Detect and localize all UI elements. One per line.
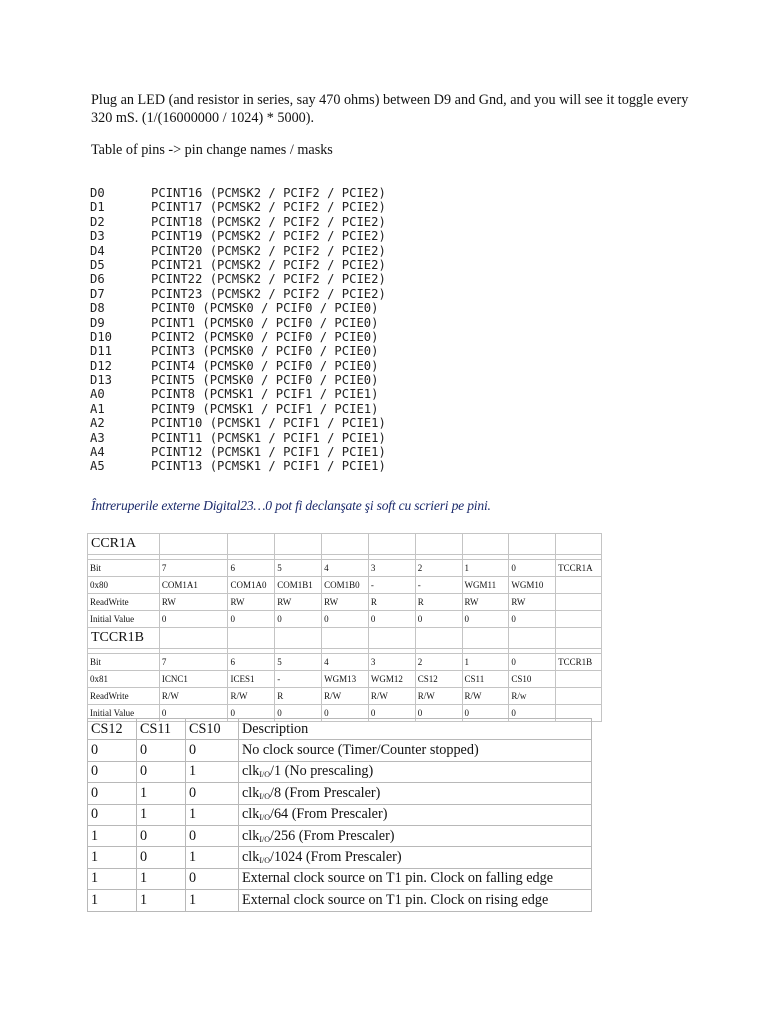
pin-table-caption: Table of pins -> pin change names / masks bbox=[91, 142, 333, 158]
register-row bbox=[88, 560, 602, 577]
register-cell: R/W bbox=[462, 688, 509, 705]
register-cell: ReadWrite bbox=[88, 594, 160, 611]
register-cell bbox=[556, 628, 602, 649]
pin-name: D13 bbox=[90, 373, 113, 388]
register-cell bbox=[556, 671, 602, 688]
register-cell: COM1A0 bbox=[228, 577, 275, 594]
cs11-cell: 0 bbox=[137, 825, 186, 846]
pin-name: D4 bbox=[90, 243, 105, 258]
cs12-cell: 1 bbox=[88, 868, 137, 889]
register-cell: R/W bbox=[415, 688, 462, 705]
register-cell: RW bbox=[275, 594, 322, 611]
register-title: CCR1A bbox=[88, 534, 160, 555]
register-cell bbox=[509, 534, 556, 555]
register-cell bbox=[275, 534, 322, 555]
description-prefix: clk bbox=[242, 763, 260, 780]
register-cell: 0 bbox=[462, 705, 509, 722]
cs12-cell: 1 bbox=[88, 890, 137, 911]
description-cell bbox=[239, 847, 592, 868]
cs11-cell: 0 bbox=[137, 847, 186, 868]
register-cell: 7 bbox=[159, 654, 228, 671]
register-cell: 6 bbox=[228, 654, 275, 671]
register-cell: Bit bbox=[88, 560, 160, 577]
register-title-row bbox=[88, 628, 602, 649]
register-cell: 0 bbox=[275, 705, 322, 722]
cs10-cell: 1 bbox=[186, 761, 239, 782]
table-row bbox=[88, 804, 592, 825]
pin-name: D2 bbox=[90, 214, 105, 229]
description-cell bbox=[239, 804, 592, 825]
description-suffix: /1 (No prescaling) bbox=[270, 763, 374, 780]
description-cell: External clock source on T1 pin. Clock on falling edge bbox=[239, 868, 592, 889]
register-cell: 7 bbox=[159, 560, 228, 577]
register-cell: 4 bbox=[322, 560, 369, 577]
register-cell: 0 bbox=[462, 611, 509, 628]
cs12-cell: 0 bbox=[88, 761, 137, 782]
register-cell bbox=[556, 534, 602, 555]
register-cell: R/W bbox=[228, 688, 275, 705]
pin-mapping: PCINT0 (PCMSK0 / PCIF0 / PCIE0) bbox=[151, 301, 379, 316]
column-header: Description bbox=[239, 719, 592, 740]
register-cell: 2 bbox=[415, 560, 462, 577]
cs11-cell: 1 bbox=[137, 804, 186, 825]
pin-mapping: PCINT4 (PCMSK0 / PCIF0 / PCIE0) bbox=[151, 358, 379, 373]
description-cell bbox=[239, 761, 592, 782]
pin-name: D0 bbox=[90, 186, 105, 200]
register-cell: Initial Value bbox=[88, 611, 160, 628]
pin-name: D8 bbox=[90, 301, 105, 316]
register-cell bbox=[415, 534, 462, 555]
cs12-cell: 0 bbox=[88, 804, 137, 825]
pin-name: A1 bbox=[90, 401, 105, 416]
register-cell bbox=[228, 628, 275, 649]
pin-name: A4 bbox=[90, 445, 105, 460]
pin-row bbox=[90, 402, 386, 416]
pin-name: D12 bbox=[90, 358, 113, 373]
pin-mapping: PCINT20 (PCMSK2 / PCIF2 / PCIE2) bbox=[151, 243, 386, 258]
description-prefix: clk bbox=[242, 849, 260, 866]
register-cell: WGM11 bbox=[462, 577, 509, 594]
register-cell: ICNC1 bbox=[159, 671, 228, 688]
register-cell: 0 bbox=[275, 611, 322, 628]
table-row bbox=[88, 868, 592, 889]
register-cell: CS10 bbox=[509, 671, 556, 688]
cs11-cell: 0 bbox=[137, 740, 186, 761]
register-cell: 0x81 bbox=[88, 671, 160, 688]
description-suffix: /256 (From Prescaler) bbox=[270, 827, 395, 844]
register-cell bbox=[556, 688, 602, 705]
pin-row bbox=[90, 287, 386, 301]
pin-row bbox=[90, 316, 386, 330]
pin-mapping: PCINT8 (PCMSK1 / PCIF1 / PCIE1) bbox=[151, 387, 379, 402]
register-cell: ICES1 bbox=[228, 671, 275, 688]
pin-name: A5 bbox=[90, 459, 105, 474]
register-cell bbox=[159, 628, 228, 649]
register-cell bbox=[415, 628, 462, 649]
register-cell: COM1B0 bbox=[322, 577, 369, 594]
column-header: CS11 bbox=[137, 719, 186, 740]
register-cell: 0 bbox=[509, 560, 556, 577]
register-cell: 3 bbox=[368, 654, 415, 671]
pin-mapping: PCINT1 (PCMSK0 / PCIF0 / PCIE0) bbox=[151, 315, 379, 330]
pin-mapping: PCINT16 (PCMSK2 / PCIF2 / PCIE2) bbox=[151, 186, 386, 200]
pin-name: D6 bbox=[90, 272, 105, 287]
cs11-cell: 1 bbox=[137, 783, 186, 804]
description-prefix: clk bbox=[242, 806, 260, 823]
register-cell: 0x80 bbox=[88, 577, 160, 594]
pin-row bbox=[90, 258, 386, 272]
register-cell bbox=[556, 594, 602, 611]
table-row bbox=[88, 783, 592, 804]
cs11-cell: 1 bbox=[137, 868, 186, 889]
register-cell: 0 bbox=[509, 611, 556, 628]
register-cell: R bbox=[368, 594, 415, 611]
cs10-cell: 1 bbox=[186, 890, 239, 911]
register-cell: RW bbox=[322, 594, 369, 611]
register-cell: 3 bbox=[368, 560, 415, 577]
description-cell bbox=[239, 825, 592, 846]
register-cell bbox=[322, 534, 369, 555]
register-cell: RW bbox=[462, 594, 509, 611]
pin-row bbox=[90, 387, 386, 401]
register-cell: 1 bbox=[462, 560, 509, 577]
register-row bbox=[88, 688, 602, 705]
pin-mapping: PCINT5 (PCMSK0 / PCIF0 / PCIE0) bbox=[151, 373, 379, 388]
pin-mapping: PCINT22 (PCMSK2 / PCIF2 / PCIE2) bbox=[151, 272, 386, 287]
pin-name: D11 bbox=[90, 344, 113, 359]
table-row bbox=[88, 825, 592, 846]
pin-mapping: PCINT23 (PCMSK2 / PCIF2 / PCIE2) bbox=[151, 286, 386, 301]
register-cell: COM1B1 bbox=[275, 577, 322, 594]
column-header: CS10 bbox=[186, 719, 239, 740]
cs11-cell: 1 bbox=[137, 890, 186, 911]
register-cell: 0 bbox=[415, 611, 462, 628]
pin-mapping: PCINT13 (PCMSK1 / PCIF1 / PCIE1) bbox=[151, 459, 386, 474]
register-cell: 5 bbox=[275, 560, 322, 577]
pin-row bbox=[90, 431, 386, 445]
cs10-cell: 0 bbox=[186, 783, 239, 804]
pin-name: D5 bbox=[90, 257, 105, 272]
register-cell: - bbox=[368, 577, 415, 594]
description-subscript: I/O bbox=[259, 856, 271, 866]
cs10-cell: 0 bbox=[186, 868, 239, 889]
register-cell: 0 bbox=[159, 705, 228, 722]
register-cell: R/w bbox=[509, 688, 556, 705]
register-cell: R bbox=[415, 594, 462, 611]
pin-row bbox=[90, 215, 386, 229]
pin-mapping: PCINT2 (PCMSK0 / PCIF0 / PCIE0) bbox=[151, 329, 379, 344]
register-cell: - bbox=[415, 577, 462, 594]
pin-name: D1 bbox=[90, 200, 105, 215]
pin-mapping: PCINT3 (PCMSK0 / PCIF0 / PCIE0) bbox=[151, 344, 379, 359]
register-cell: CS11 bbox=[462, 671, 509, 688]
pin-mapping: PCINT11 (PCMSK1 / PCIF1 / PCIE1) bbox=[151, 430, 386, 445]
cs10-cell: 0 bbox=[186, 825, 239, 846]
register-cell: WGM10 bbox=[509, 577, 556, 594]
register-title: TCCR1B bbox=[88, 628, 160, 649]
pin-name: A3 bbox=[90, 430, 105, 445]
register-cell: R/W bbox=[368, 688, 415, 705]
register-cell: 0 bbox=[228, 611, 275, 628]
column-header: CS12 bbox=[88, 719, 137, 740]
register-cell bbox=[556, 577, 602, 594]
table-row bbox=[88, 740, 592, 761]
pin-row bbox=[90, 301, 386, 315]
register-cell: RW bbox=[509, 594, 556, 611]
register-cell bbox=[368, 628, 415, 649]
pin-row bbox=[90, 373, 386, 387]
register-cell: R/W bbox=[322, 688, 369, 705]
register-cell bbox=[275, 628, 322, 649]
intro-paragraph: Plug an LED (and resistor in series, say 470 ohms) between D9 and Gnd, and you will see it toggle every 320 mS. (1/(16000000 / 1024) * 5000). bbox=[91, 92, 689, 126]
register-cell: Initial Value bbox=[88, 705, 160, 722]
register-cell bbox=[556, 611, 602, 628]
cs10-cell: 0 bbox=[186, 740, 239, 761]
pin-row bbox=[90, 445, 386, 459]
pin-mapping: PCINT10 (PCMSK1 / PCIF1 / PCIE1) bbox=[151, 416, 386, 431]
description-prefix: clk bbox=[242, 827, 260, 844]
pin-mapping: PCINT18 (PCMSK2 / PCIF2 / PCIE2) bbox=[151, 214, 386, 229]
cs11-cell: 0 bbox=[137, 761, 186, 782]
pin-row bbox=[90, 459, 386, 473]
register-cell: 1 bbox=[462, 654, 509, 671]
register-cell: 5 bbox=[275, 654, 322, 671]
register-cell: - bbox=[275, 671, 322, 688]
register-row bbox=[88, 611, 602, 628]
register-cell bbox=[462, 534, 509, 555]
pin-mapping: PCINT12 (PCMSK1 / PCIF1 / PCIE1) bbox=[151, 445, 386, 460]
register-cell: WGM12 bbox=[368, 671, 415, 688]
pin-row bbox=[90, 186, 386, 200]
pin-mapping: PCINT17 (PCMSK2 / PCIF2 / PCIE2) bbox=[151, 200, 386, 215]
cs10-cell: 1 bbox=[186, 847, 239, 868]
interrupt-note: Întreruperile externe Digital23…0 pot fi declanşate şi soft cu scrieri pe pini. bbox=[91, 498, 491, 513]
clock-select-table bbox=[87, 718, 592, 912]
pin-row bbox=[90, 244, 386, 258]
description-suffix: /8 (From Prescaler) bbox=[270, 784, 381, 801]
table-row bbox=[88, 761, 592, 782]
description-cell: No clock source (Timer/Counter stopped) bbox=[239, 740, 592, 761]
pin-name: D9 bbox=[90, 315, 105, 330]
register-row bbox=[88, 671, 602, 688]
register-cell: 0 bbox=[228, 705, 275, 722]
description-suffix: /64 (From Prescaler) bbox=[270, 806, 388, 823]
register-cell: 0 bbox=[322, 611, 369, 628]
register-cell: WGM13 bbox=[322, 671, 369, 688]
ccr1a-register-table bbox=[87, 533, 602, 628]
register-cell: 0 bbox=[368, 611, 415, 628]
register-cell: 0 bbox=[322, 705, 369, 722]
pin-row bbox=[90, 344, 386, 358]
register-cell: COM1A1 bbox=[159, 577, 228, 594]
register-cell bbox=[368, 534, 415, 555]
register-row bbox=[88, 654, 602, 671]
description-subscript: I/O bbox=[259, 791, 271, 801]
pin-mapping: PCINT19 (PCMSK2 / PCIF2 / PCIE2) bbox=[151, 229, 386, 244]
register-cell: RW bbox=[159, 594, 228, 611]
register-row bbox=[88, 577, 602, 594]
register-row bbox=[88, 594, 602, 611]
pin-row bbox=[90, 359, 386, 373]
register-title-row bbox=[88, 534, 602, 555]
register-cell: TCCR1A bbox=[556, 560, 602, 577]
register-cell bbox=[322, 628, 369, 649]
description-subscript: I/O bbox=[259, 834, 271, 844]
table-row bbox=[88, 847, 592, 868]
cs12-cell: 0 bbox=[88, 740, 137, 761]
cs12-cell: 1 bbox=[88, 847, 137, 868]
description-cell: External clock source on T1 pin. Clock on rising edge bbox=[239, 890, 592, 911]
pin-name: D10 bbox=[90, 329, 113, 344]
register-cell: R bbox=[275, 688, 322, 705]
register-cell: 4 bbox=[322, 654, 369, 671]
cs12-cell: 1 bbox=[88, 825, 137, 846]
pin-row bbox=[90, 416, 386, 430]
register-cell: 0 bbox=[159, 611, 228, 628]
register-cell bbox=[462, 628, 509, 649]
register-cell: 0 bbox=[509, 654, 556, 671]
register-cell: R/W bbox=[159, 688, 228, 705]
pin-row bbox=[90, 272, 386, 286]
register-cell: TCCR1B bbox=[556, 654, 602, 671]
pin-mapping: PCINT9 (PCMSK1 / PCIF1 / PCIE1) bbox=[151, 401, 379, 416]
pin-name: A0 bbox=[90, 387, 105, 402]
description-suffix: /1024 (From Prescaler) bbox=[270, 849, 402, 866]
table-row bbox=[88, 890, 592, 911]
description-prefix: clk bbox=[242, 784, 260, 801]
register-cell: 0 bbox=[368, 705, 415, 722]
register-cell: 0 bbox=[415, 705, 462, 722]
register-cell: 6 bbox=[228, 560, 275, 577]
register-cell: CS12 bbox=[415, 671, 462, 688]
pin-name: A2 bbox=[90, 416, 105, 431]
pin-mapping-list bbox=[90, 186, 386, 474]
register-cell: RW bbox=[228, 594, 275, 611]
pin-row bbox=[90, 200, 386, 214]
register-cell bbox=[228, 534, 275, 555]
pin-name: D3 bbox=[90, 229, 105, 244]
cs10-cell: 1 bbox=[186, 804, 239, 825]
pin-mapping: PCINT21 (PCMSK2 / PCIF2 / PCIE2) bbox=[151, 257, 386, 272]
pin-row bbox=[90, 330, 386, 344]
description-cell bbox=[239, 783, 592, 804]
cs12-cell: 0 bbox=[88, 783, 137, 804]
register-cell bbox=[509, 628, 556, 649]
register-cell: Bit bbox=[88, 654, 160, 671]
register-cell: 0 bbox=[509, 705, 556, 722]
tccr1b-register-table bbox=[87, 627, 602, 722]
clock-select-header-row bbox=[88, 719, 592, 740]
pin-name: D7 bbox=[90, 286, 105, 301]
description-subscript: I/O bbox=[259, 813, 271, 823]
register-cell: ReadWrite bbox=[88, 688, 160, 705]
description-subscript: I/O bbox=[259, 770, 271, 780]
register-cell bbox=[159, 534, 228, 555]
register-cell: 2 bbox=[415, 654, 462, 671]
pin-row bbox=[90, 229, 386, 243]
